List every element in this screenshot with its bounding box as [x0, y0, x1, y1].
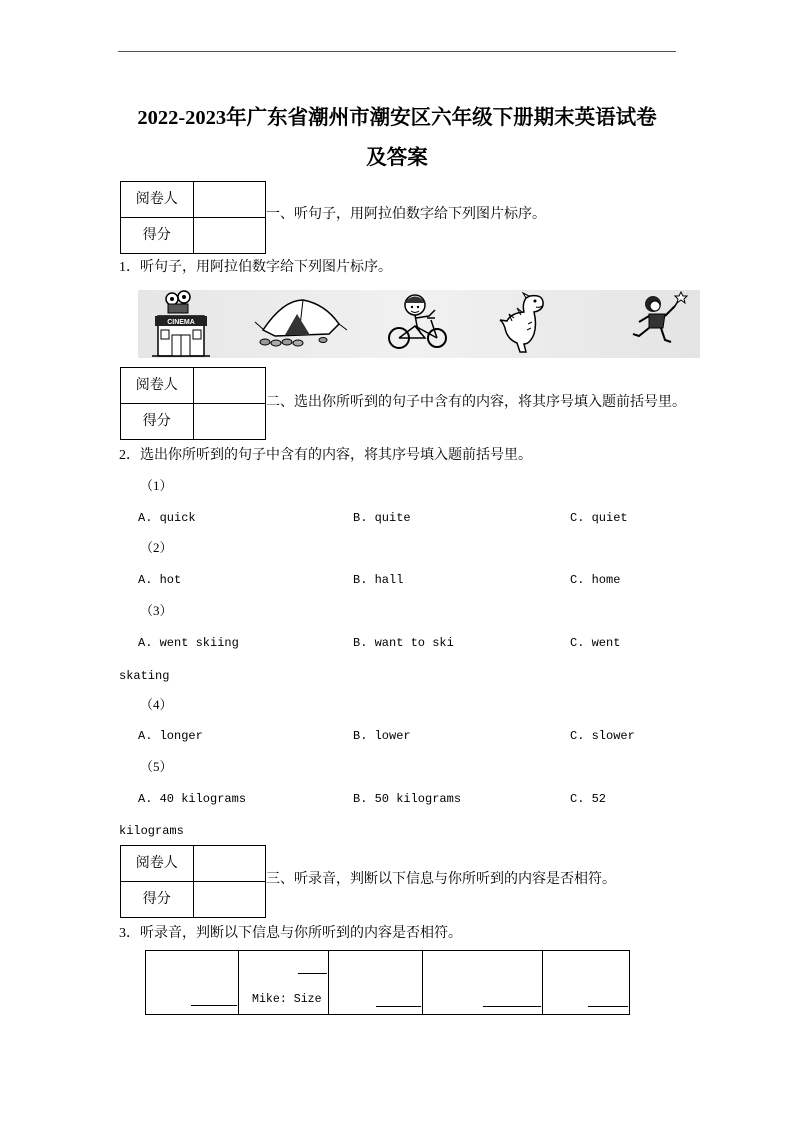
section-2-heading: 二、选出你所听到的句子中含有的内容，将其序号填入题前括号里。 — [266, 395, 686, 410]
grader-blank — [193, 368, 266, 404]
option-a: A. 40 kilograms — [138, 792, 247, 806]
table-divider — [542, 951, 543, 1014]
option-c: C. went — [570, 636, 621, 650]
option-a: A. longer — [138, 729, 203, 743]
answer-blank — [588, 1006, 628, 1007]
item-number: （1） — [140, 478, 173, 493]
question-2-prompt: 2．选出你所听到的句子中含有的内容，将其序号填入题前括号里。 — [119, 448, 532, 463]
option-b: B. want to ski — [353, 636, 454, 650]
page-title-line1: 2022-2023年广东省潮州市潮安区六年级下册期末英语试卷 — [137, 107, 657, 129]
grader-label: 阅卷人 — [121, 846, 194, 882]
score-box-2 — [120, 367, 266, 440]
option-b: B. 50 kilograms — [353, 792, 462, 806]
option-a: A. hot — [138, 573, 182, 587]
option-a: A. went skiing — [138, 636, 239, 650]
score-blank — [193, 882, 266, 918]
option-c: C. quiet — [570, 511, 628, 525]
table-divider — [422, 951, 423, 1014]
score-label: 得分 — [121, 218, 194, 254]
question-1-prompt: 1．听句子，用阿拉伯数字给下列图片标序。 — [119, 260, 392, 275]
score-box-1 — [120, 181, 266, 254]
option-c-continuation: kilograms — [119, 824, 184, 838]
option-c: C. home — [570, 573, 621, 587]
table-cell-text: Mike: Size — [252, 993, 322, 1006]
answer-blank — [191, 1005, 237, 1006]
item-number: （5） — [140, 759, 173, 774]
score-label: 得分 — [121, 404, 194, 440]
score-box-3 — [120, 845, 266, 918]
grader-blank — [193, 846, 266, 882]
option-c: C. 52 — [570, 792, 607, 806]
answer-table — [145, 950, 630, 1015]
score-blank — [193, 404, 266, 440]
option-c-continuation: skating — [119, 669, 170, 683]
answer-blank — [376, 1006, 421, 1007]
item-number: （3） — [140, 603, 173, 618]
grader-label: 阅卷人 — [121, 368, 194, 404]
item-number: （4） — [140, 697, 173, 712]
option-b: B. quite — [353, 511, 411, 525]
answer-blank — [298, 973, 327, 974]
page-title-line2: 及答案 — [366, 147, 428, 169]
option-a: A. quick — [138, 511, 196, 525]
question-1-picture-strip — [138, 290, 700, 358]
answer-blank — [483, 1006, 541, 1007]
cinema-sign: CINEMA — [167, 319, 195, 326]
option-c: C. slower — [570, 729, 635, 743]
option-b: B. hall — [353, 573, 404, 587]
question-3-prompt: 3．听录音，判断以下信息与你所听到的内容是否相符。 — [119, 926, 462, 941]
section-1-heading: 一、听句子，用阿拉伯数字给下列图片标序。 — [266, 207, 546, 222]
score-blank — [193, 218, 266, 254]
section-3-heading: 三、听录音，判断以下信息与你所听到的内容是否相符。 — [266, 872, 616, 887]
score-label: 得分 — [121, 882, 194, 918]
grader-label: 阅卷人 — [121, 182, 194, 218]
table-divider — [328, 951, 329, 1014]
item-number: （2） — [140, 540, 173, 555]
table-divider — [238, 951, 239, 1014]
header-rule — [118, 51, 676, 52]
option-b: B. lower — [353, 729, 411, 743]
grader-blank — [193, 182, 266, 218]
